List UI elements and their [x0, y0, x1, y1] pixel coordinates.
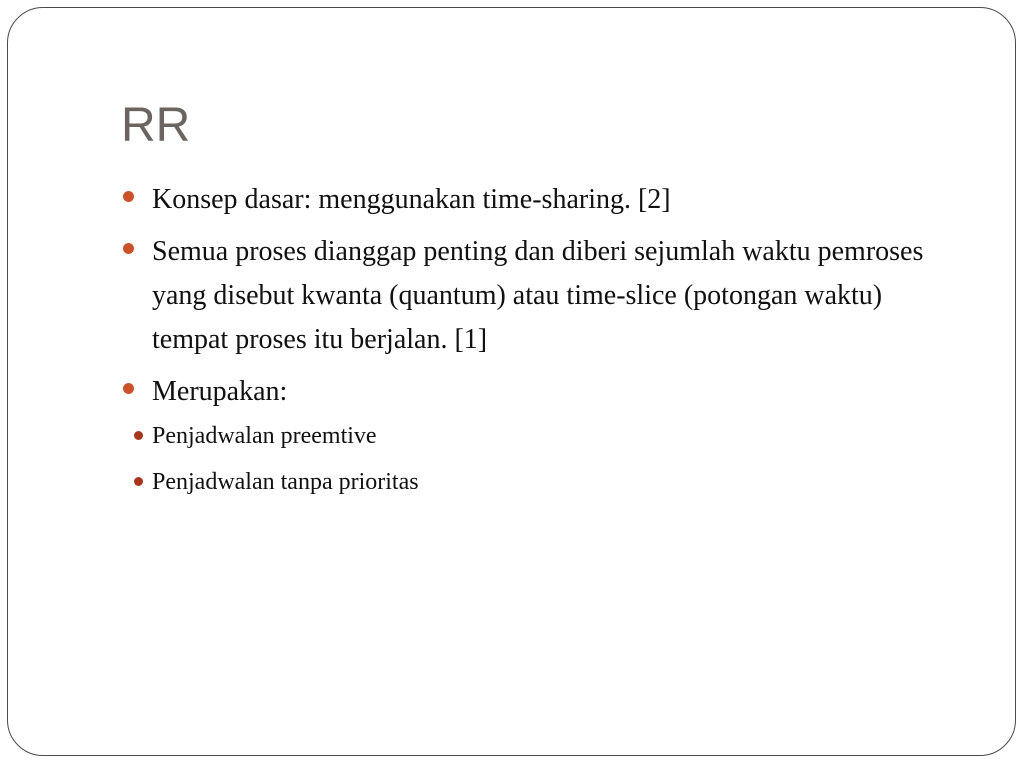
sub-bullet-icon: [134, 431, 143, 440]
slide-frame: [7, 7, 1016, 756]
sub-list-item: [124, 464, 942, 500]
slide-body: [123, 178, 943, 510]
bullet-text: Semua proses dianggap penting dan diberi sejumlah waktu pemroses yang disebut kwanta (quantum) atau time-slice (potongan waktu) tempat proses itu berjalan. [1]: [152, 236, 924, 355]
list-item: [123, 230, 943, 362]
slide-title: RR: [121, 99, 191, 152]
bullet-list: [123, 178, 943, 414]
sub-bullet-text: Penjadwalan preemtive: [152, 423, 377, 449]
list-item: [123, 370, 943, 414]
sub-bullet-text: Penjadwalan tanpa prioritas: [152, 469, 419, 495]
bullet-text: Konsep dasar: menggunakan time-sharing. [2]: [152, 184, 671, 215]
sub-bullet-icon: [134, 477, 143, 486]
sub-list-item: [124, 418, 942, 454]
sub-bullet-list: [124, 418, 942, 500]
bullet-icon: [123, 243, 134, 254]
list-item: [123, 178, 943, 222]
sub-bullet-container: [122, 418, 942, 500]
bullet-text: Merupakan:: [152, 376, 288, 407]
bullet-icon: [123, 383, 134, 394]
bullet-icon: [123, 191, 134, 202]
